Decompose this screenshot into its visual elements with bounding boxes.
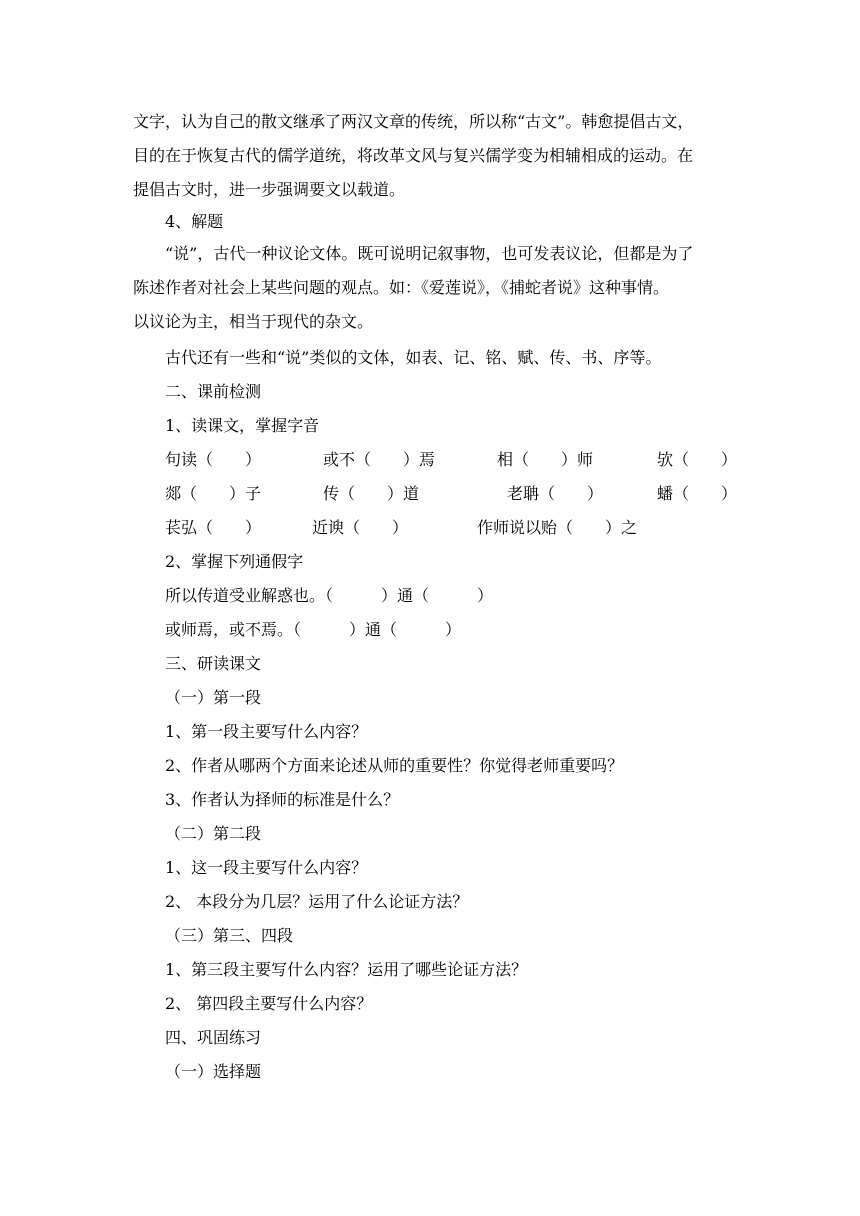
pronunciation-item: 或不（ ）焉	[323, 450, 436, 469]
study-question: 1、第一段主要写什么内容？	[165, 722, 368, 741]
intro-paragraph	[133, 105, 733, 207]
pronunciation-item: 蟠（ ）	[657, 484, 738, 503]
tongjia-item: 或师焉，或不焉。（ ）通（ ）	[165, 620, 462, 639]
pronunciation-item: 郯（ ）子	[165, 484, 262, 503]
pronunciation-item: 苌弘（ ）	[165, 518, 262, 537]
study-part-heading: （一）第一段	[165, 688, 262, 707]
tongjia-item: 所以传道受业解惑也。（ ）通（ ）	[165, 586, 494, 605]
study-question: 2、 本段分为几层？运用了什么论证方法？	[165, 892, 469, 911]
practice-part-heading: （一）选择题	[165, 1062, 262, 1081]
pre-check-question-1: 1、读课文，掌握字音	[165, 416, 320, 435]
study-part-heading: （二）第二段	[165, 824, 262, 843]
pre-check-question-2: 2、掌握下列通假字	[165, 552, 304, 571]
jieti-line: 陈述作者对社会上某些问题的观点。如：《爱莲说》，《捕蛇者说》这种事情。	[133, 278, 670, 297]
pronunciation-item: 作师说以贻（ ）之	[477, 518, 638, 537]
practice-heading: 四、巩固练习	[165, 1028, 262, 1047]
pronunciation-item: 相（ ）师	[497, 450, 594, 469]
intro-line: 目的在于恢复古代的儒学道统，将改革文风与复兴儒学变为相辅相成的运动。在	[133, 146, 694, 165]
pronunciation-item: 老聃（ ）	[507, 484, 604, 503]
intro-line: 文字，认为自己的散文继承了两汉文章的传统，所以称“古文”。韩愈提倡古文，	[133, 112, 694, 131]
pronunciation-item: 句读（ ）	[165, 450, 262, 469]
pronunciation-item: 欤（ ）	[657, 450, 738, 469]
study-question: 2、作者从哪两个方面来论述从师的重要性？你觉得老师重要吗？	[165, 756, 624, 775]
jieti-line: 以议论为主，相当于现代的杂文。	[133, 312, 374, 331]
study-question: 3、作者认为择师的标准是什么？	[165, 790, 400, 809]
study-question: 1、第三段主要写什么内容？运用了哪些论证方法？	[165, 960, 528, 979]
section-heading-jieti: 4、解题	[165, 212, 224, 231]
jieti-paragraph	[133, 237, 733, 339]
study-question: 1、这一段主要写什么内容？	[165, 858, 368, 877]
genre-paragraph: 古代还有一些和“说”类似的文体，如表、记、铭、赋、传、书、序等。	[165, 348, 662, 367]
study-question: 2、 第四段主要写什么内容？	[165, 994, 373, 1013]
jieti-line: “说”，古代一种议论文体。既可说明记叙事物，也可发表议论，但都是为了	[165, 244, 694, 263]
pre-check-heading: 二、课前检测	[165, 382, 262, 401]
pronunciation-item: 近谀（ ）	[312, 518, 409, 537]
study-heading: 三、研读课文	[165, 654, 262, 673]
study-part-heading: （三）第三、四段	[165, 926, 294, 945]
intro-line: 提倡古文时，进一步强调要文以载道。	[133, 180, 406, 199]
pronunciation-item: 传（ ）道	[323, 484, 420, 503]
